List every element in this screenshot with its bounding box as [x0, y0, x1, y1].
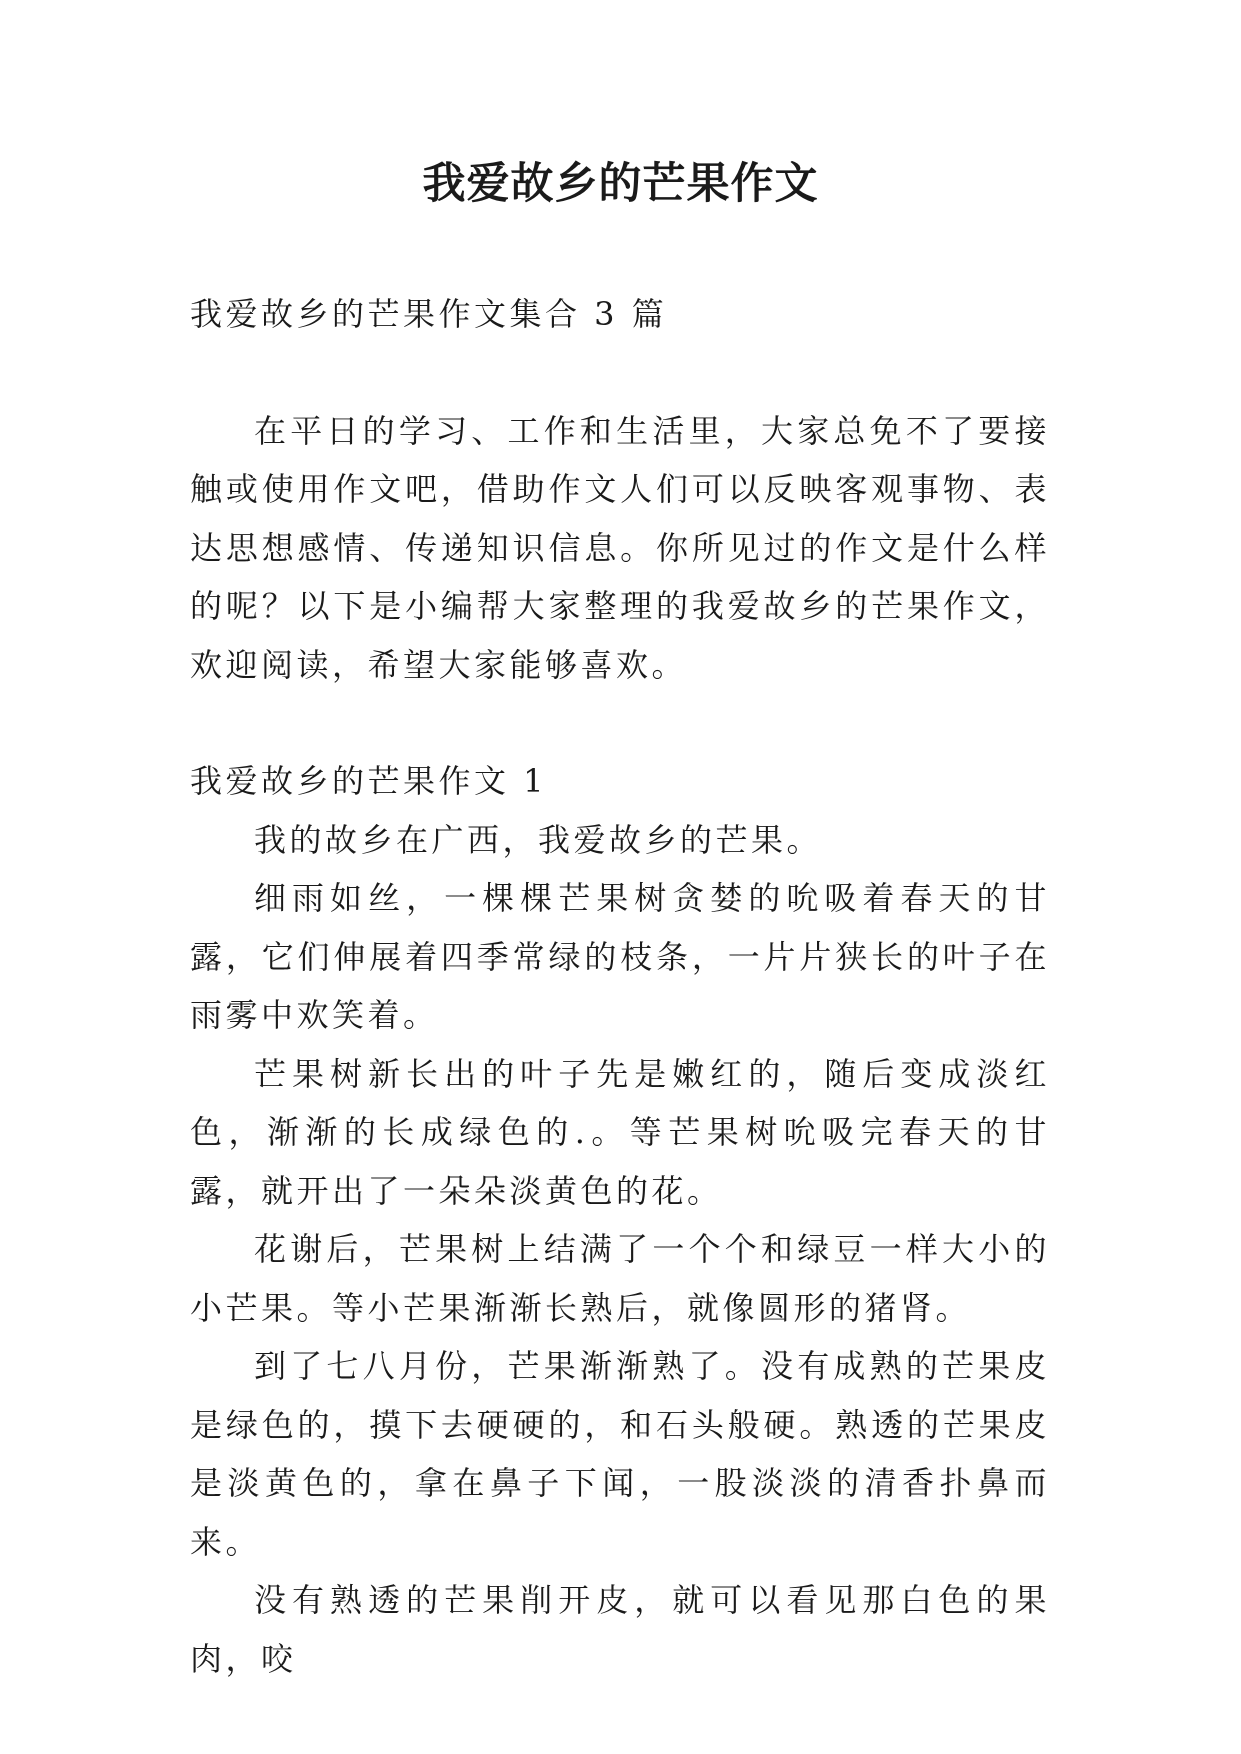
essay-1-paragraph: 没有熟透的芒果削开皮，就可以看见那白色的果肉，咬: [190, 1581, 1050, 1678]
essay-1-paragraph: 花谢后，芒果树上结满了一个个和绿豆一样大小的小芒果。等小芒果渐渐长熟后，就像圆形的猪肾。: [190, 1230, 1050, 1327]
essay-1-heading: 我爱故乡的芒果作文 1: [190, 762, 548, 800]
essay-1-paragraph: 细雨如丝，一棵棵芒果树贪婪的吮吸着春天的甘露，它们伸展着四季常绿的枝条，一片片狭长的叶子在雨雾中欢笑着。: [190, 879, 1050, 1034]
document-title: 我爱故乡的芒果作文: [422, 159, 819, 209]
collection-heading: 我爱故乡的芒果作文集合 3 篇: [190, 295, 668, 333]
spacer: [190, 694, 1050, 752]
document-body: [190, 285, 1050, 1688]
intro-paragraph: 在平日的学习、工作和生活里，大家总免不了要接触或使用作文吧，借助作文人们可以反映客观事物、表达思想感情、传递知识信息。你所见过的作文是什么样的呢？以下是小编帮大家整理的我爱故乡的芒果作文，欢迎阅读，希望大家能够喜欢。: [190, 411, 1050, 684]
essay-1-paragraph: 我的故乡在广西，我爱故乡的芒果。: [254, 820, 823, 859]
spacer: [190, 344, 1050, 402]
essay-1-paragraph: 到了七八月份，芒果渐渐熟了。没有成熟的芒果皮是绿色的，摸下去硬硬的，和石头般硬。熟透的芒果皮是淡黄色的，拿在鼻子下闻，一股淡淡的清香扑鼻而来。: [190, 1347, 1050, 1561]
essay-1-paragraph: 芒果树新长出的叶子先是嫩红的，随后变成淡红色，渐渐的长成绿色的.。等芒果树吮吸完春天的甘露，就开出了一朵朵淡黄色的花。: [190, 1054, 1050, 1210]
